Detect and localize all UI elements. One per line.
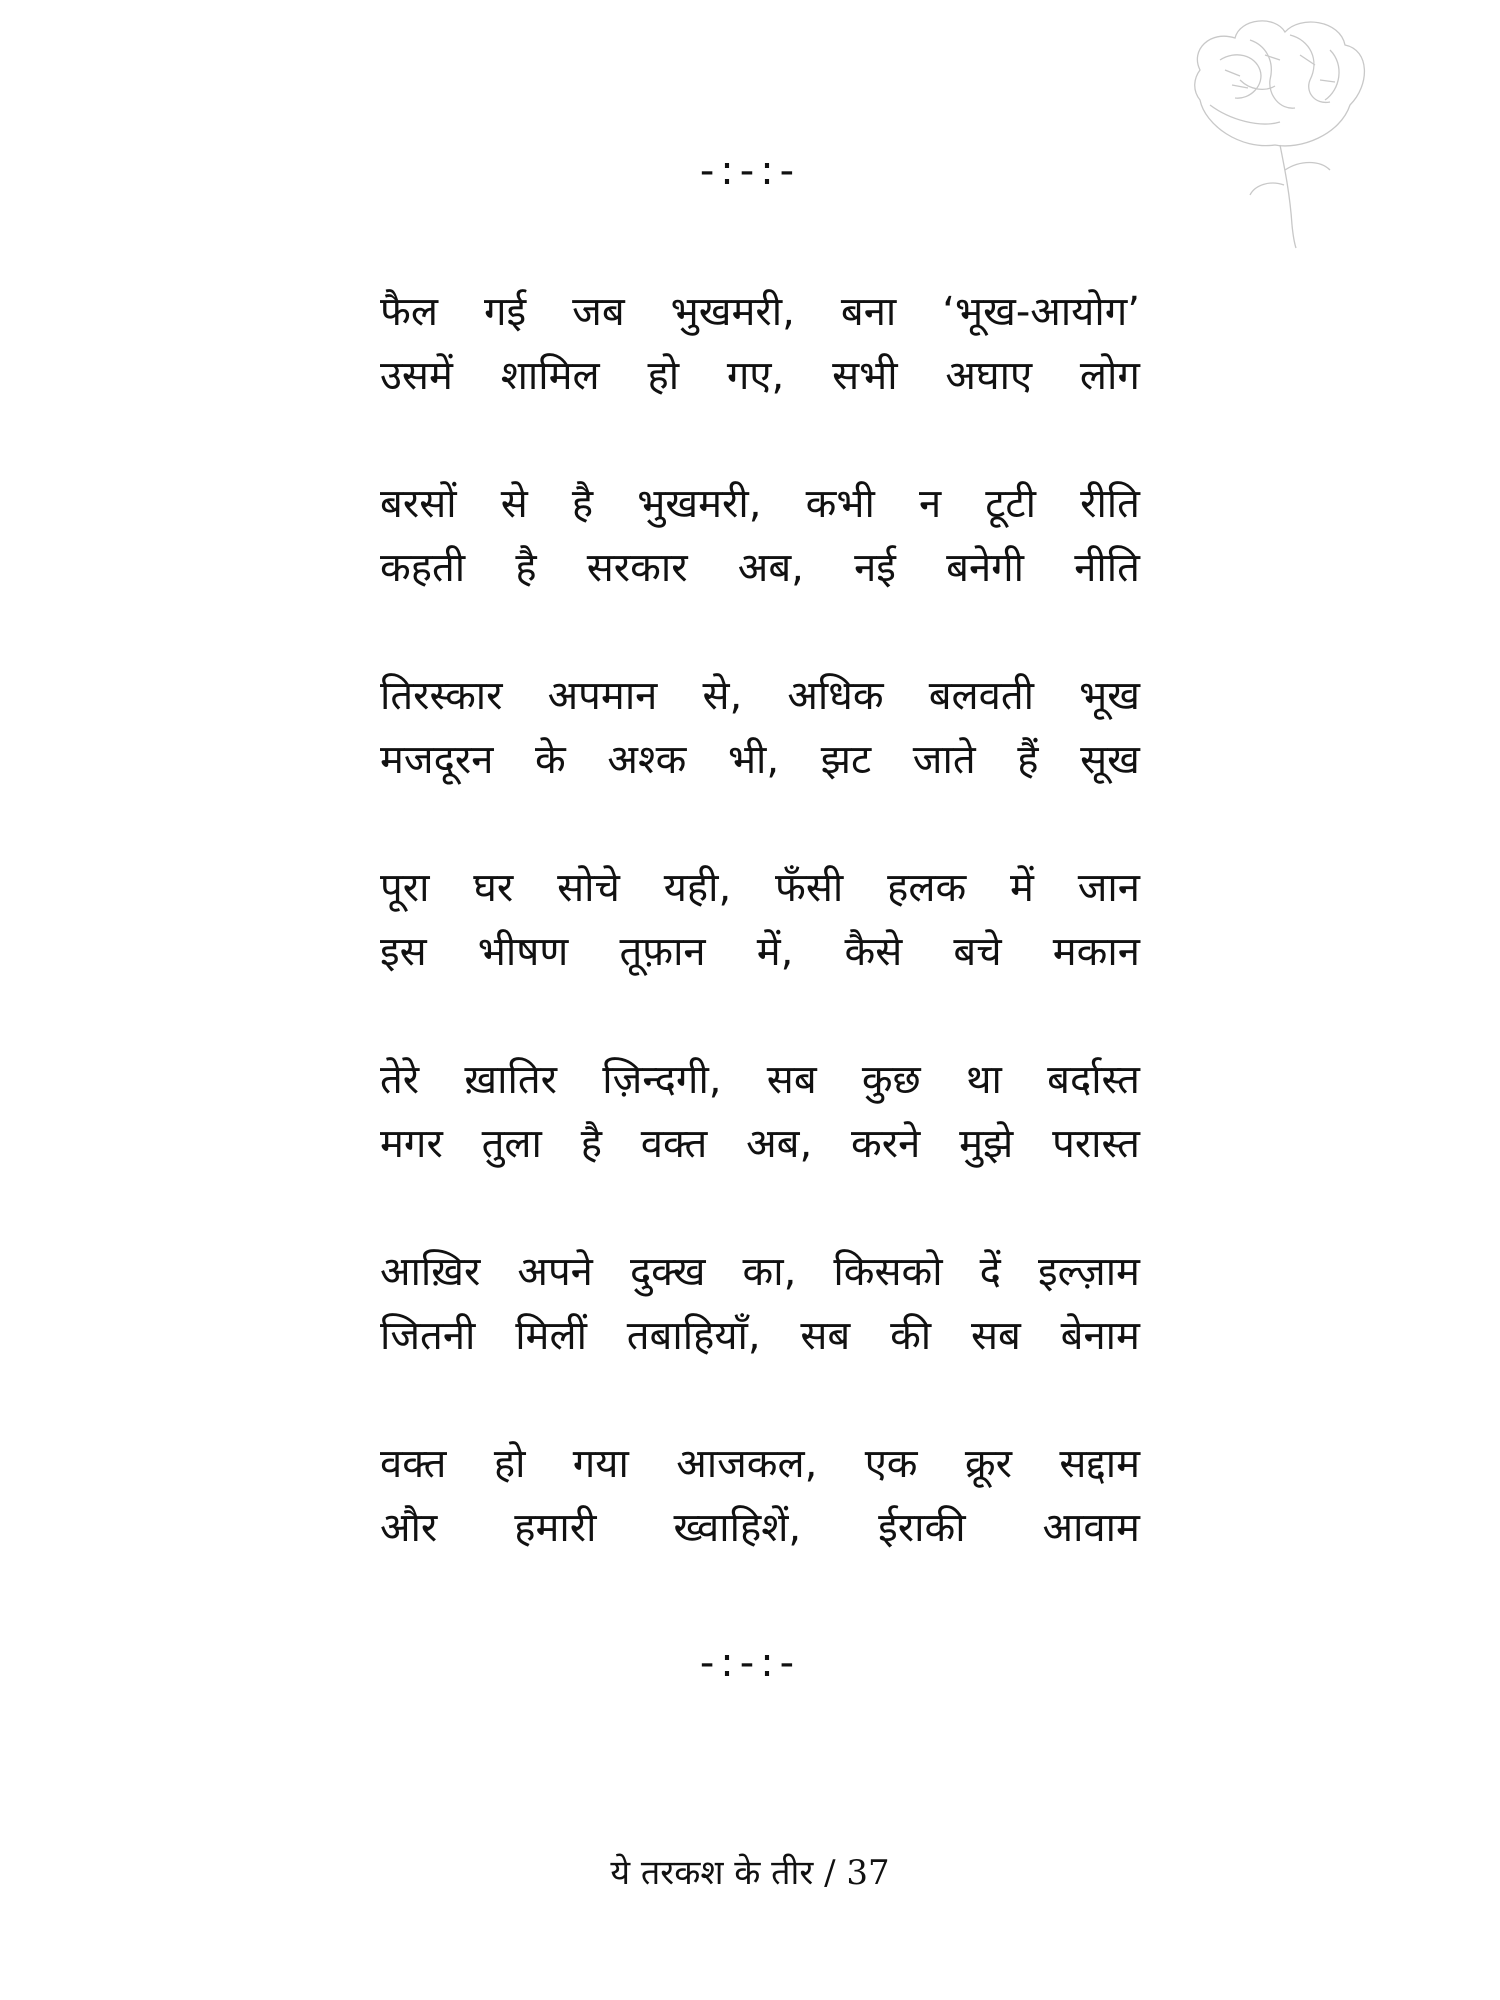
book-title: ये तरकश के तीर <box>610 1853 814 1893</box>
rose-sketch-icon <box>1180 10 1380 250</box>
stanza <box>380 1048 1140 1240</box>
section-divider-bottom: -:-:- <box>699 1640 801 1686</box>
page-footer <box>0 1848 1500 1894</box>
poem-line: मजदूरन के अश्क भी, झट जाते हैं सूख <box>380 737 1140 783</box>
poem-line: बरसों से है भुखमरी, कभी न टूटी रीति <box>380 481 1140 527</box>
stanza <box>380 1240 1140 1432</box>
section-divider-top: -:-:- <box>699 148 801 194</box>
poem <box>380 280 1140 1624</box>
poem-line: कहती है सरकार अब, नई बनेगी नीति <box>380 545 1140 591</box>
poem-line: आख़िर अपने दुक्ख का, किसको दें इल्ज़ाम <box>380 1249 1140 1295</box>
page-number: 37 <box>846 1853 890 1893</box>
poem-line: जितनी मिलीं तबाहियाँ, सब की सब बेनाम <box>380 1313 1140 1359</box>
stanza <box>380 664 1140 856</box>
poem-line: तेरे ख़ातिर ज़िन्दगी, सब कुछ था बर्दास्त <box>380 1057 1140 1103</box>
poem-line: तिरस्कार अपमान से, अधिक बलवती भूख <box>380 673 1140 719</box>
poem-line: इस भीषण तूफ़ान में, कैसे बचे मकान <box>380 929 1140 975</box>
stanza <box>380 856 1140 1048</box>
poem-line: वक्त हो गया आजकल, एक क्रूर सद्दाम <box>380 1441 1140 1487</box>
footer-separator: / <box>813 1853 847 1893</box>
poem-line: उसमें शामिल हो गए, सभी अघाए लोग <box>380 353 1140 399</box>
poem-line: फैल गई जब भुखमरी, बना ‘भूख-आयोग’ <box>380 289 1140 335</box>
stanza <box>380 1432 1140 1624</box>
stanza <box>380 472 1140 664</box>
poem-line: और हमारी ख्वाहिशें, ईराकी आवाम <box>380 1505 1140 1551</box>
poem-line: पूरा घर सोचे यही, फँसी हलक में जान <box>380 865 1140 911</box>
poem-line: मगर तुला है वक्त अब, करने मुझे परास्त <box>380 1121 1140 1167</box>
stanza <box>380 280 1140 472</box>
